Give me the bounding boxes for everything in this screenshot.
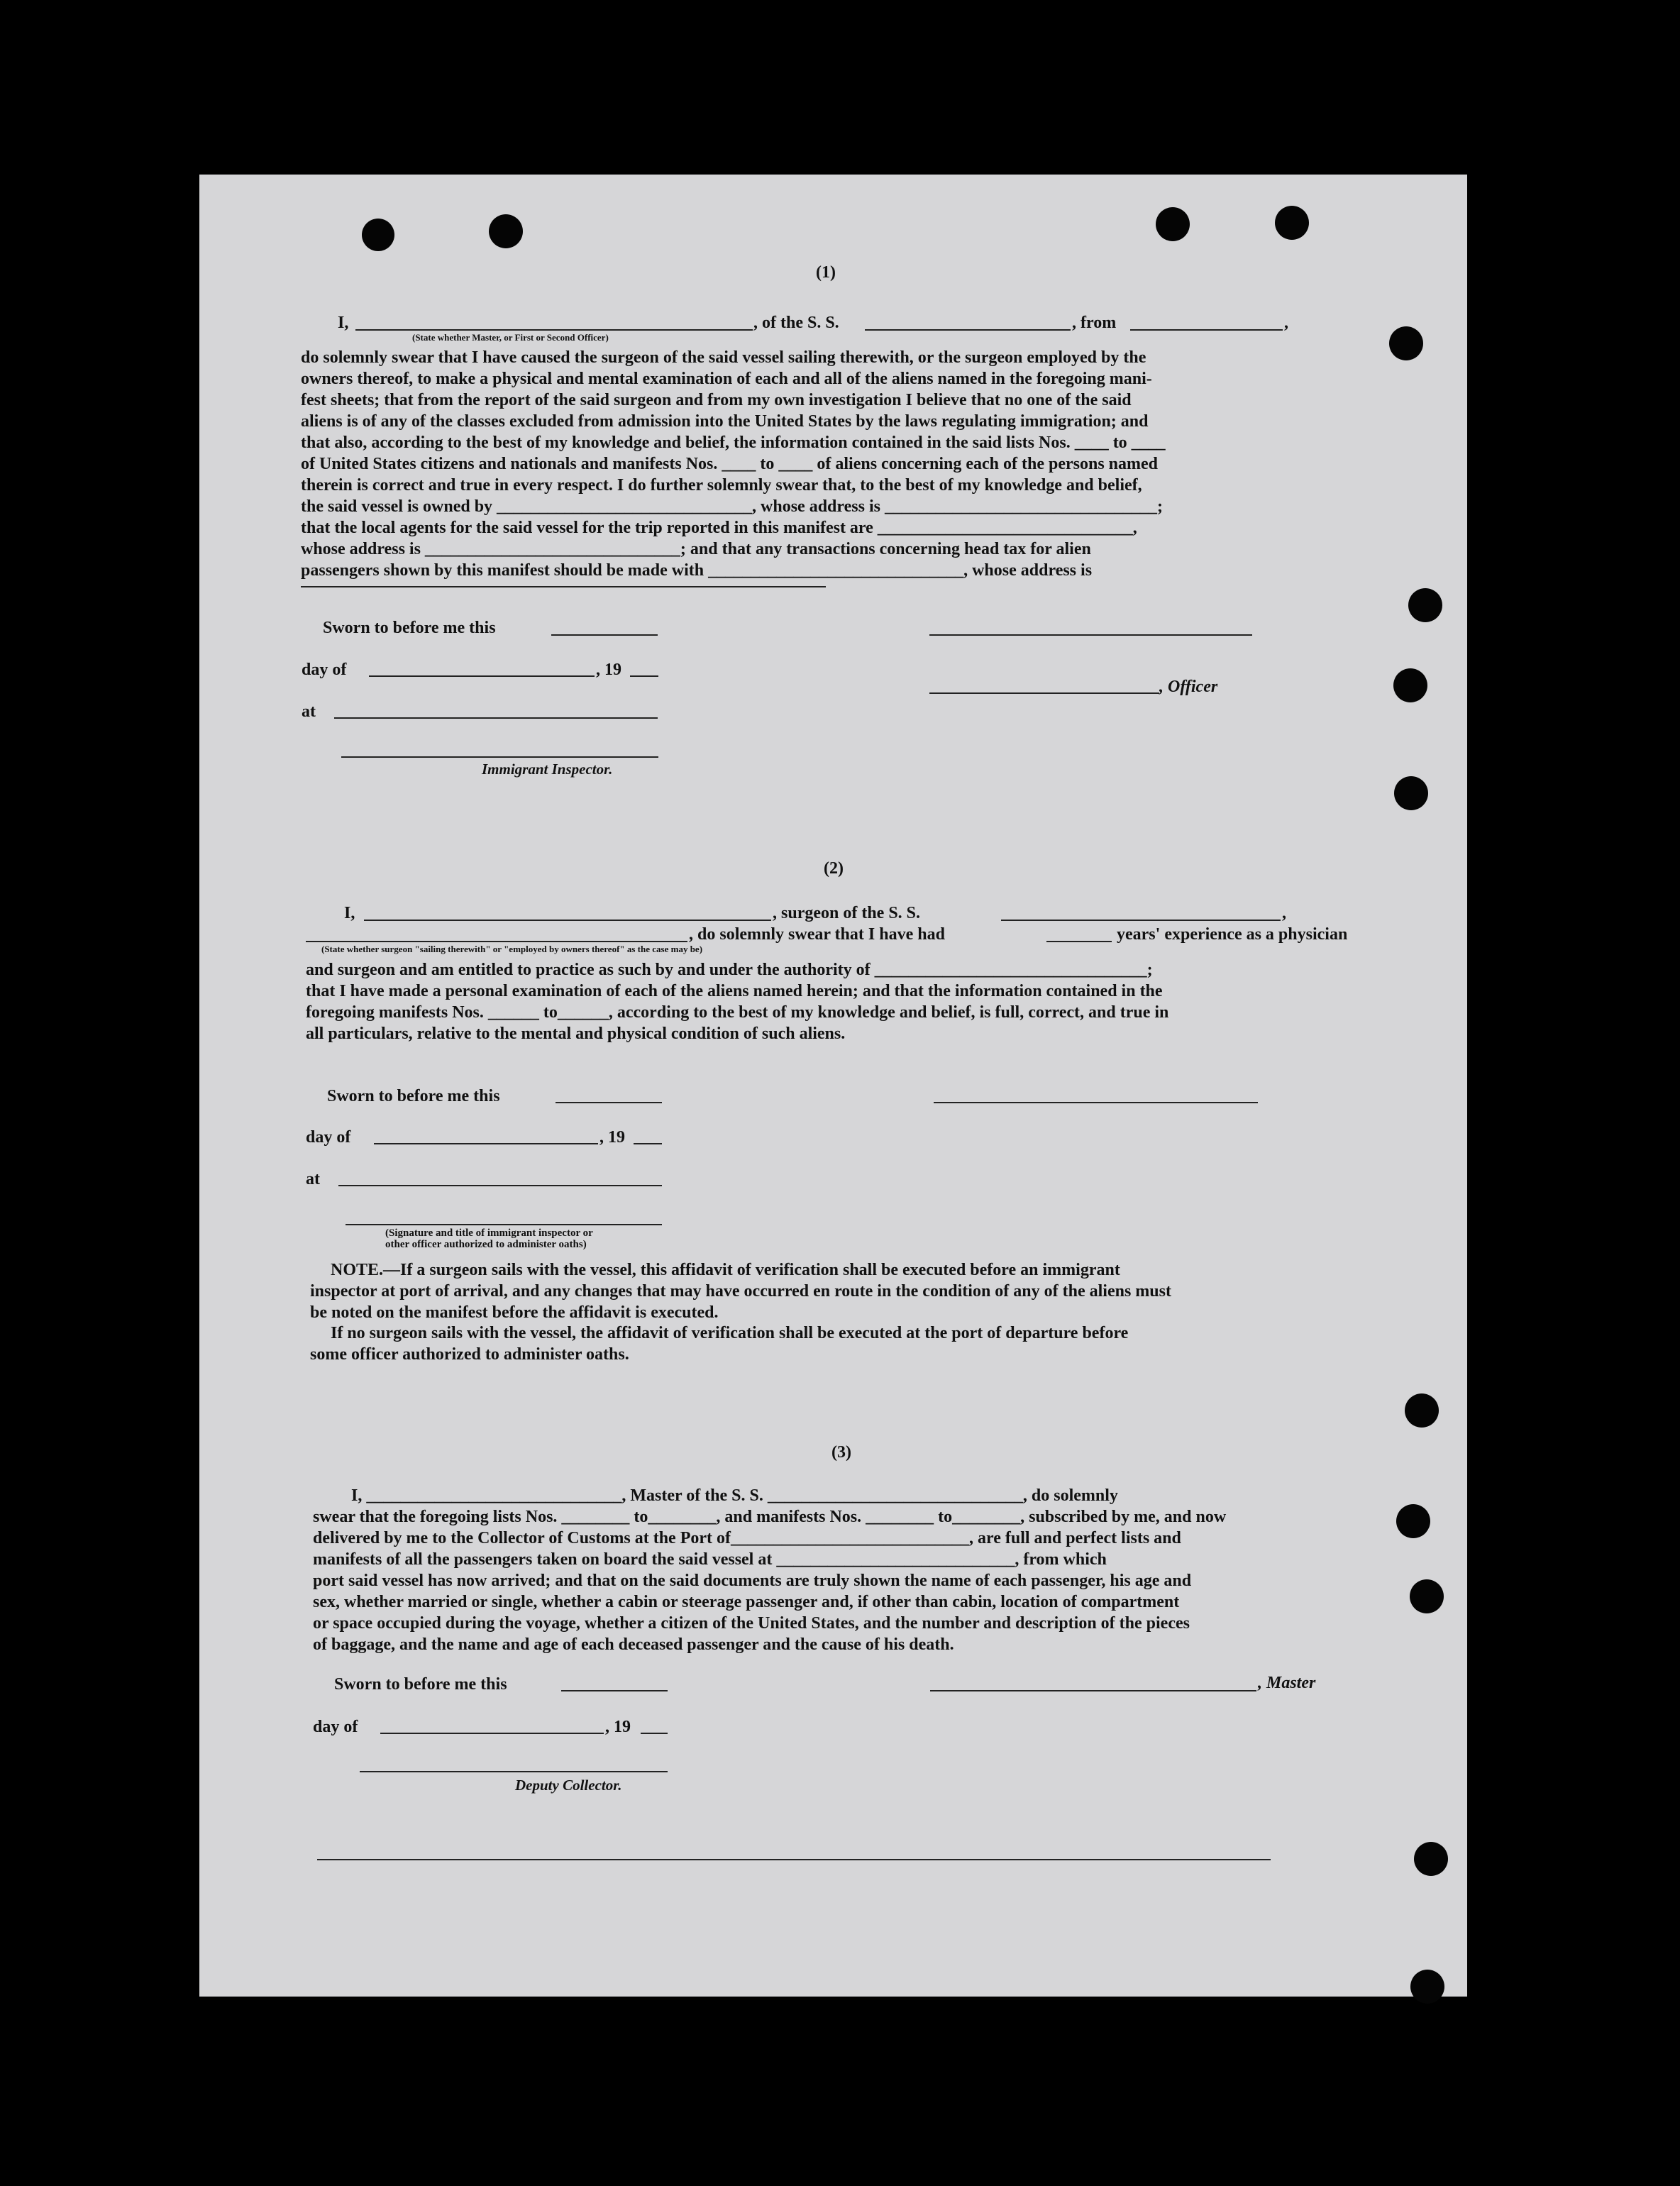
paragraph-line: passengers shown by this manifest should be made with ______________________________, whose address is — [301, 561, 1093, 580]
oath-line-start: I, — [338, 314, 349, 332]
note-line: NOTE.—If a surgeon sails with the vessel, this affidavit of verification shall be executed before an immigrant — [331, 1261, 1120, 1279]
sworn-label: Sworn to before me this — [323, 619, 496, 637]
paragraph-line: foregoing manifests Nos. ______ to______, according to the best of my knowledge and belief, is full, correct, and true in — [306, 1003, 1169, 1022]
blank-line — [355, 329, 753, 331]
sworn-label: Sworn to before me this — [327, 1087, 500, 1105]
paragraph-line: that I have made a personal examination of each of the aliens named herein; and that the information contained in the — [306, 982, 1163, 1000]
blank-line — [369, 675, 595, 677]
paragraph-line: do solemnly swear that I have caused the surgeon of the said vessel sailing therewith, or the surgeon employed by the — [301, 348, 1146, 367]
blank-line — [641, 1733, 668, 1734]
blank-line — [1046, 941, 1112, 942]
paragraph-line: I, ______________________________, Master of the S. S. ______________________________, do solemnly — [351, 1486, 1118, 1505]
year-label: , 19 — [596, 661, 621, 679]
blank-line — [865, 329, 1071, 331]
year-label: , 19 — [605, 1718, 631, 1736]
blank-line — [364, 920, 771, 921]
day-label: day of — [313, 1718, 358, 1736]
blank-line — [306, 941, 687, 942]
document-page — [199, 175, 1467, 1997]
field-caption: (State whether surgeon "sailing therewith" or "employed by owners thereof" as the case may be) — [321, 944, 703, 954]
signature-line — [934, 1102, 1258, 1103]
section-number: (3) — [831, 1443, 851, 1462]
paragraph-line: or space occupied during the voyage, whether a citizen of the United States, and the number and description of the pieces — [313, 1614, 1190, 1633]
blank-line — [634, 1143, 662, 1144]
oath-line-text: , from — [1072, 314, 1117, 332]
blank-line — [380, 1733, 604, 1734]
paragraph-line: all particulars, relative to the mental and physical condition of such aliens. — [306, 1025, 846, 1043]
master-label: , Master — [1258, 1674, 1316, 1692]
paragraph-line: manifests of all the passengers taken on board the said vessel at ____________________________, from which — [313, 1550, 1107, 1569]
at-label: at — [302, 702, 316, 721]
signature-line — [930, 1690, 1256, 1691]
blank-line — [1001, 920, 1281, 921]
paragraph-line: the said vessel is owned by ______________________________, whose address is ________________________________; — [301, 497, 1163, 516]
blank-line — [1130, 329, 1283, 331]
oath-line-text: , do solemnly swear that I have had — [689, 925, 945, 944]
oath-line-text: years' experience as a physician — [1117, 925, 1348, 944]
punch-hole — [1156, 207, 1190, 241]
punch-hole — [1394, 776, 1428, 810]
punch-hole — [489, 214, 523, 248]
oath-line-text: , — [1282, 904, 1286, 922]
blank-line — [556, 1102, 662, 1103]
paragraph-line: swear that the foregoing lists Nos. ________ to________, and manifests Nos. ________ to________, subscribed by me, and now — [313, 1508, 1227, 1526]
paragraph-line: owners thereof, to make a physical and mental examination of each and all of the aliens named in the foregoing mani- — [301, 370, 1152, 388]
paragraph-line: therein is correct and true in every respect. I do further solemnly swear that, to the best of my knowledge and belief, — [301, 476, 1142, 495]
year-label: , 19 — [599, 1128, 625, 1147]
oath-line-start: I, — [344, 904, 355, 922]
punch-hole — [1389, 326, 1423, 360]
note-line: be noted on the manifest before the affidavit is executed. — [310, 1303, 719, 1322]
oath-line-text: , of the S. S. — [753, 314, 839, 332]
paragraph-line: of baggage, and the name and age of each deceased passenger and the cause of his death. — [313, 1635, 954, 1654]
paragraph-line: sex, whether married or single, whether a cabin or steerage passenger and, if other than cabin, location of compartment — [313, 1593, 1180, 1611]
blank-line — [338, 1185, 662, 1186]
signature-caption: other officer authorized to administer oaths) — [385, 1239, 587, 1250]
note-line: some officer authorized to administer oaths. — [310, 1345, 629, 1364]
blank-line — [374, 1143, 598, 1144]
blank-line — [630, 675, 658, 677]
paragraph-line: whose address is ______________________________; and that any transactions concerning head tax for alien — [301, 540, 1091, 558]
note-line: inspector at port of arrival, and any changes that may have occurred en route in the condition of any of the aliens must — [310, 1282, 1171, 1301]
signature-caption: (Signature and title of immigrant inspector or — [385, 1227, 593, 1239]
field-caption: (State whether Master, or First or Second Officer) — [412, 332, 609, 343]
paragraph-line: delivered by me to the Collector of Customs at the Port of____________________________, are full and perfect lists and — [313, 1529, 1181, 1547]
deputy-collector-label: Deputy Collector. — [515, 1777, 622, 1794]
signature-line — [341, 756, 658, 758]
blank-line — [334, 717, 658, 719]
paragraph-line: fest sheets; that from the report of the said surgeon and from my own investigation I believe that no one of the said — [301, 391, 1132, 409]
note-line: If no surgeon sails with the vessel, the affidavit of verification shall be executed at the port of departure before — [331, 1324, 1129, 1342]
section-number: (1) — [816, 263, 836, 282]
bottom-rule — [317, 1859, 1271, 1860]
sworn-label: Sworn to before me this — [334, 1675, 507, 1694]
signature-line — [929, 692, 1159, 694]
signature-line — [929, 634, 1252, 636]
signature-line — [360, 1771, 668, 1772]
blank-line — [551, 634, 658, 636]
punch-hole — [1393, 668, 1427, 702]
day-label: day of — [306, 1128, 351, 1147]
paragraph-line: and surgeon and am entitled to practice as such by and under the authority of ________________________________; — [306, 961, 1153, 979]
paragraph-line: that also, according to the best of my knowledge and belief, the information contained in the said lists Nos. ____ to ____ — [301, 434, 1166, 452]
day-label: day of — [302, 661, 347, 679]
inspector-label: Immigrant Inspector. — [482, 761, 613, 778]
at-label: at — [306, 1170, 320, 1188]
oath-line-text: , surgeon of the S. S. — [773, 904, 921, 922]
punch-hole — [1408, 588, 1442, 622]
paragraph-line: of United States citizens and nationals and manifests Nos. ____ to ____ of aliens concerning each of the persons named — [301, 455, 1159, 473]
paragraph-line: port said vessel has now arrived; and that on the said documents are truly shown the name of each passenger, his age and — [313, 1572, 1192, 1590]
paragraph-line: aliens is of any of the classes excluded from admission into the United States by the laws regulating immigration; and — [301, 412, 1149, 431]
signature-line — [346, 1224, 662, 1225]
paragraph-line: that the local agents for the said vessel for the trip reported in this manifest are ______________________________, — [301, 519, 1137, 537]
punch-hole — [1275, 206, 1309, 240]
officer-label: , Officer — [1159, 678, 1218, 696]
punch-hole — [1410, 1970, 1444, 2004]
blank-line — [561, 1690, 668, 1691]
punch-hole — [362, 219, 394, 251]
oath-line-text: , — [1284, 314, 1288, 332]
punch-hole — [1405, 1393, 1439, 1428]
punch-hole — [1414, 1842, 1448, 1876]
section-number: (2) — [824, 859, 844, 878]
punch-hole — [1410, 1579, 1444, 1613]
punch-hole — [1396, 1504, 1430, 1538]
blank-line — [301, 586, 826, 587]
